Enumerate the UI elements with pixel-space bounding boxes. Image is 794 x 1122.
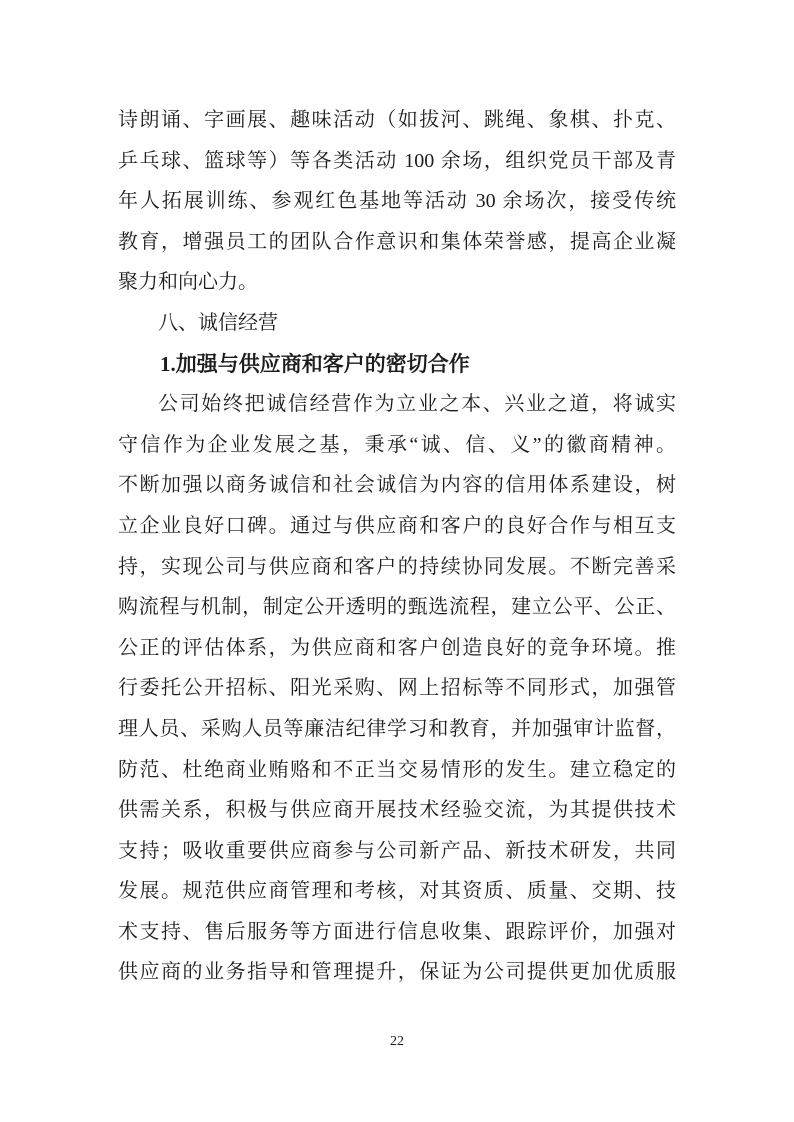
- text-line: 供需关系，积极与供应商开展技术经验交流，为其提供技术: [118, 799, 676, 822]
- text-line: 年人拓展训练、参观红色基地等活动 30 余场次，接受传统: [118, 190, 676, 213]
- text-line: 乒乓球、篮球等）等各类活动 100 余场，组织党员干部及青: [118, 149, 676, 172]
- document-body: [118, 100, 676, 993]
- text-line: 诗朗诵、字画展、趣味活动（如拔河、跳绳、象棋、扑克、: [118, 109, 676, 131]
- text-line: 守信作为企业发展之基，秉承“诚、信、义”的徽商精神。: [118, 433, 676, 456]
- text-line: 不断加强以商务诚信和社会诚信为内容的信用体系建设，树: [118, 474, 676, 497]
- text-line: 供应商的业务指导和管理提升，保证为公司提供更加优质服: [118, 961, 676, 984]
- text-line: 购流程与机制，制定公开透明的甄选流程，建立公平、公正、: [118, 596, 676, 619]
- paragraph-employee-activities: [118, 100, 676, 303]
- text-line: 立企业良好口碑。通过与供应商和客户的良好合作与相互支: [118, 514, 676, 537]
- text-line: 发展。规范供应商管理和考核，对其资质、质量、交期、技: [118, 880, 676, 903]
- text-line: 公正的评估体系，为供应商和客户创造良好的竞争环境。推: [118, 636, 676, 659]
- subsection-heading-supplier-cooperation-text: 1.加强与供应商和客户的密切合作: [160, 351, 470, 376]
- text-line: 持，实现公司与供应商和客户的持续协同发展。不断完善采: [118, 555, 676, 578]
- section-heading-integrity-text: 八、诚信经营: [158, 311, 278, 334]
- text-line: 支持；吸收重要供应商参与公司新产品、新技术研发，共同: [118, 839, 676, 862]
- text-line: 术支持、售后服务等方面进行信息收集、跟踪评价，加强对: [118, 920, 676, 943]
- page-number: 22: [390, 1034, 404, 1049]
- section-heading-integrity: [118, 303, 676, 344]
- text-line: 防范、杜绝商业贿赂和不正当交易情形的发生。建立稳定的: [118, 758, 676, 781]
- text-line: 聚力和向心力。: [118, 271, 258, 294]
- text-line: 教育，增强员工的团队合作意识和集体荣誉感，提高企业凝: [118, 230, 676, 253]
- subsection-heading-supplier-cooperation: [118, 344, 676, 385]
- text-line: 理人员、采购人员等廉洁纪律学习和教育，并加强审计监督，: [118, 717, 676, 740]
- text-line: 行委托公开招标、阳光采购、网上招标等不同形式，加强管: [118, 677, 676, 700]
- paragraph-integrity-management: [118, 384, 676, 993]
- text-line: 公司始终把诚信经营作为立业之本、兴业之道，将诚实: [158, 393, 676, 416]
